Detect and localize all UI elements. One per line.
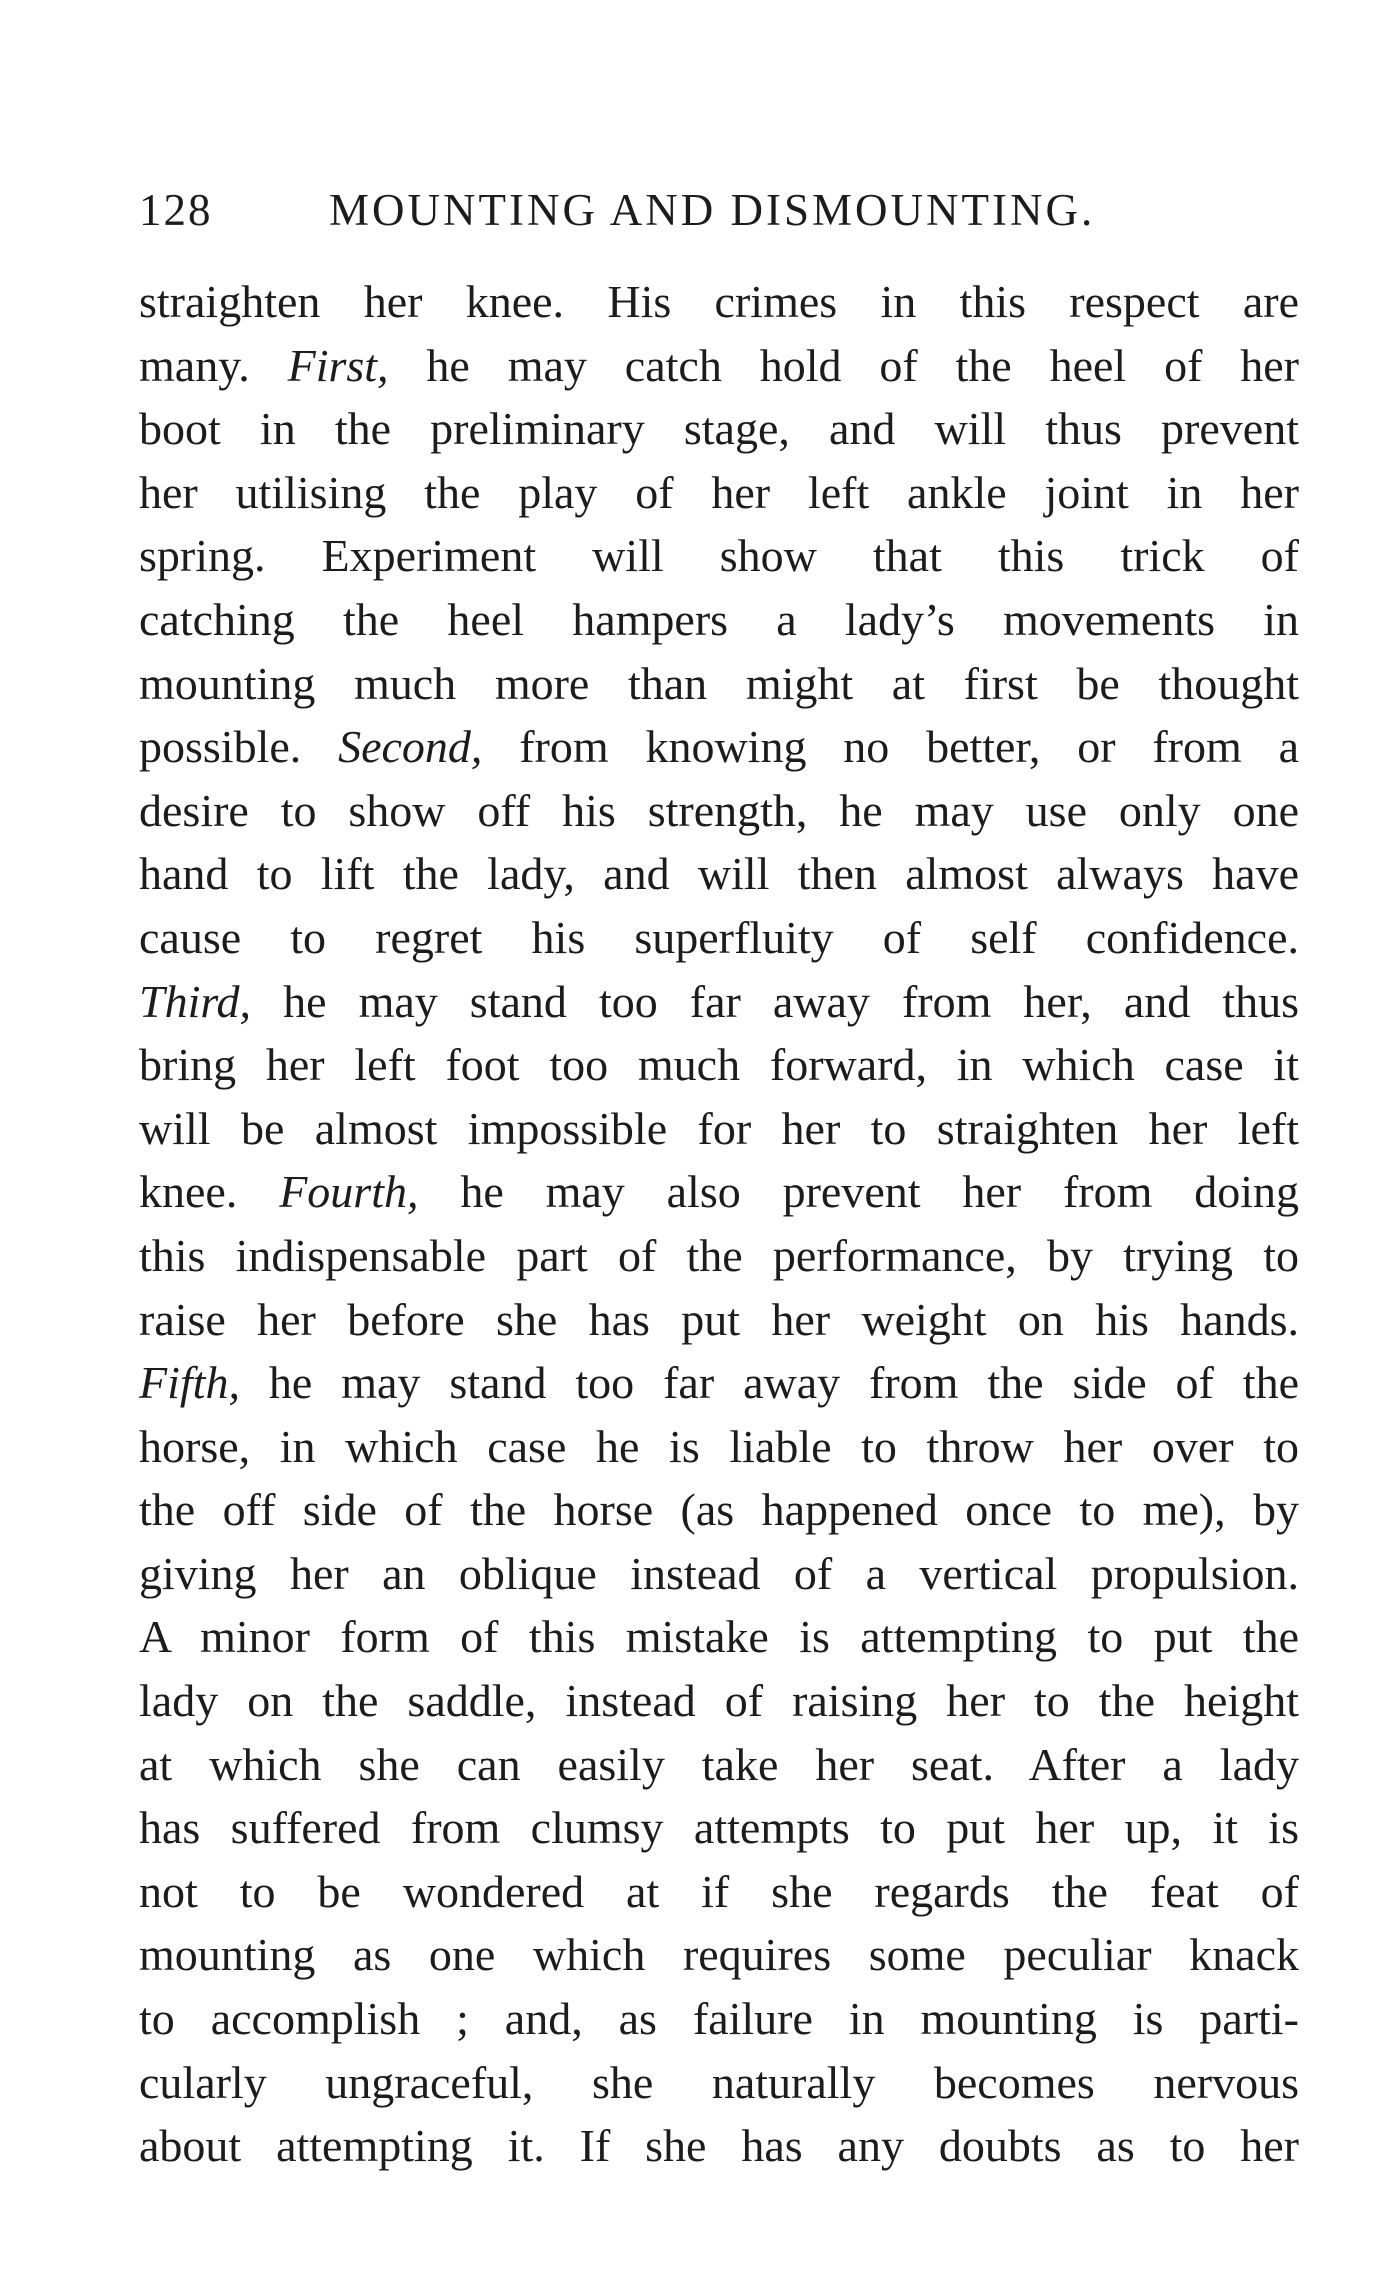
line-text-pre: many. xyxy=(139,339,288,391)
text-line xyxy=(139,779,1299,843)
line-text-post: he may catch hold of the heel of her xyxy=(388,339,1300,391)
text-line xyxy=(139,1987,1299,2051)
text-line xyxy=(139,2114,1299,2178)
text-line xyxy=(139,1415,1299,1479)
line-text: bring her left foot too much forward, in which case it xyxy=(139,1039,1299,1091)
line-text: mounting much more than might at first be thought xyxy=(139,657,1299,709)
line-text-post: from knowing no better, or from a xyxy=(482,721,1299,773)
line-text-post: he may also prevent her from doing xyxy=(418,1166,1299,1218)
text-line xyxy=(139,1860,1299,1924)
text-line xyxy=(139,1796,1299,1860)
text-line xyxy=(139,715,1299,779)
text-line xyxy=(139,1033,1299,1097)
line-text: has suffered from clumsy attempts to put her up, it is xyxy=(139,1802,1299,1854)
line-text: mounting as one which requires some peculiar knack xyxy=(139,1929,1299,1981)
line-text: her utilising the play of her left ankle joint in her xyxy=(139,466,1299,518)
text-line xyxy=(139,1478,1299,1542)
line-text-pre: possible. xyxy=(139,721,339,773)
line-text: lady on the saddle, instead of raising her to the height xyxy=(139,1675,1299,1727)
line-text-pre: knee. xyxy=(139,1166,280,1218)
text-line xyxy=(139,1733,1299,1797)
body-text xyxy=(139,270,1299,2178)
italic-enumerator: Fourth, xyxy=(279,1166,419,1218)
text-line xyxy=(139,652,1299,716)
line-text-post: he may stand too far away from her, and thus xyxy=(251,975,1299,1027)
italic-enumerator: Second, xyxy=(338,721,483,773)
line-text: to accomplish ; and, as failure in mounting is parti- xyxy=(139,1993,1299,2045)
text-line xyxy=(139,1351,1299,1415)
line-text: raise her before she has put her weight on his hands. xyxy=(139,1293,1299,1345)
line-text: spring. Experiment will show that this trick of xyxy=(139,530,1299,582)
italic-enumerator: Third, xyxy=(139,975,252,1027)
text-line xyxy=(139,2051,1299,2115)
line-text: giving her an oblique instead of a vertical propulsion. xyxy=(139,1547,1299,1599)
text-line xyxy=(139,906,1299,970)
italic-enumerator: First, xyxy=(287,339,389,391)
text-line xyxy=(139,1669,1299,1733)
text-line xyxy=(139,842,1299,906)
line-text: straighten her knee. His crimes in this respect are xyxy=(139,276,1299,327)
line-text: horse, in which case he is liable to throw her over to xyxy=(139,1420,1299,1472)
line-text: hand to lift the lady, and will then almost always have xyxy=(139,848,1299,900)
line-text: not to be wondered at if she regards the feat of xyxy=(139,1865,1299,1917)
text-line xyxy=(139,588,1299,652)
line-text: about attempting it. If she has any doubts as to her xyxy=(139,2120,1299,2172)
line-text: catching the heel hampers a lady’s movements in xyxy=(139,593,1299,645)
text-line xyxy=(139,1097,1299,1161)
line-text: cularly ungraceful, she naturally becomes nervous xyxy=(139,2056,1299,2108)
page-number: 128 xyxy=(139,185,213,235)
text-line xyxy=(139,970,1299,1034)
line-text: desire to show off his strength, he may use only one xyxy=(139,784,1299,836)
line-text: at which she can easily take her seat. After a lady xyxy=(139,1738,1299,1790)
text-line xyxy=(139,1923,1299,1987)
page-header xyxy=(139,180,1299,240)
text-line xyxy=(139,397,1299,461)
running-head: MOUNTING AND DISMOUNTING. xyxy=(329,185,1096,235)
text-line xyxy=(139,1542,1299,1606)
line-text: boot in the preliminary stage, and will thus prevent xyxy=(139,403,1299,455)
text-line xyxy=(139,270,1299,334)
line-text: this indispensable part of the performance, by trying to xyxy=(139,1229,1299,1281)
text-line xyxy=(139,1160,1299,1224)
text-line xyxy=(139,524,1299,588)
text-line xyxy=(139,461,1299,525)
line-text: A minor form of this mistake is attempting to put the xyxy=(139,1611,1299,1663)
text-line xyxy=(139,334,1299,398)
text-line xyxy=(139,1224,1299,1288)
line-text: the off side of the horse (as happened once to me), by xyxy=(139,1484,1299,1536)
line-text-post: he may stand too far away from the side of the xyxy=(239,1357,1299,1409)
line-text: will be almost impossible for her to straighten her left xyxy=(139,1102,1299,1154)
italic-enumerator: Fifth, xyxy=(139,1357,240,1409)
text-line xyxy=(139,1288,1299,1352)
line-text: cause to regret his superfluity of self confidence. xyxy=(139,911,1299,963)
text-line xyxy=(139,1605,1299,1669)
